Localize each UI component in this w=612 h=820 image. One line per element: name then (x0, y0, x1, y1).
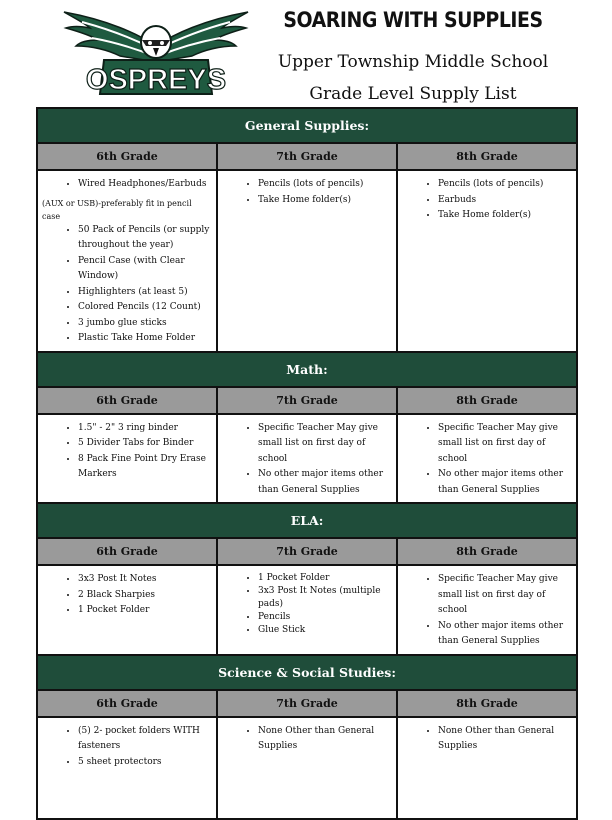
list-item: • 5 sheet protectors (78, 755, 210, 771)
section-header-math: Math: (37, 352, 577, 387)
list-item: • (5) 2- pocket folders WITH fasteners (78, 724, 210, 755)
list-item: • No other major items other than General Supplies (438, 619, 570, 650)
ospreys-logo (58, 6, 254, 102)
list-item: • None Other than General Supplies (258, 724, 390, 755)
grade-header-6th: 6th Grade (37, 538, 217, 565)
math-6th-cell (37, 414, 217, 504)
list-item: • Highlighters (at least 5) (78, 285, 210, 301)
list-item: • None Other than General Supplies (438, 724, 570, 755)
math-8th-cell (397, 414, 577, 504)
section-header-ela: ELA: (37, 503, 577, 538)
grade-header-8th: 8th Grade (397, 690, 577, 717)
ela-8th-cell (397, 565, 577, 655)
list-item: • Take Home folder(s) (438, 208, 570, 224)
list-item: • Take Home folder(s) (258, 193, 390, 209)
section-header-science-social-studies: Science & Social Studies: (37, 655, 577, 690)
list-item: • Earbuds (438, 193, 570, 209)
list-item: • Colored Pencils (12 Count) (78, 300, 210, 316)
osprey-bird-icon (64, 12, 248, 62)
ela-7th-cell (217, 565, 397, 655)
grade-header-8th: 8th Grade (397, 143, 577, 170)
grade-header-7th: 7th Grade (217, 538, 397, 565)
list-item: • Plastic Take Home Folder (78, 331, 210, 347)
school-name: Upper Township Middle School (277, 52, 549, 72)
list-item: • No other major items other than General Supplies (438, 467, 570, 498)
supply-table (36, 107, 578, 820)
science-7th-cell (217, 717, 397, 819)
list-item: • 1.5" - 2" 3 ring binder (78, 421, 210, 437)
page-title: SOARING WITH SUPPLIES (283, 8, 543, 32)
headphones-note: (AUX or USB)-preferably fit in pencil case (42, 198, 192, 221)
list-item: • 50 Pack of Pencils (or supply throughout the year) (78, 223, 210, 254)
science-8th-cell (397, 717, 577, 819)
grade-header-6th: 6th Grade (37, 690, 217, 717)
grade-header-8th: 8th Grade (397, 538, 577, 565)
grade-header-8th: 8th Grade (397, 387, 577, 414)
list-item: • 3x3 Post It Notes (multiple pads) (258, 585, 390, 611)
list-item: • 3 jumbo glue sticks (78, 316, 210, 332)
list-item: • Pencil Case (with Clear Window) (78, 254, 210, 285)
list-item: • 5 Divider Tabs for Binder (78, 436, 210, 452)
list-item: • 3x3 Post It Notes (78, 572, 210, 588)
section-header-general: General Supplies: (37, 108, 577, 143)
math-7th-cell (217, 414, 397, 504)
general-6th-cell (37, 170, 217, 352)
grade-header-6th: 6th Grade (37, 387, 217, 414)
ela-6th-cell (37, 565, 217, 655)
list-item: • 1 Pocket Folder (78, 603, 210, 619)
list-item: • Pencils (lots of pencils) (258, 177, 390, 193)
grade-header-7th: 7th Grade (217, 387, 397, 414)
grade-header-7th: 7th Grade (217, 690, 397, 717)
list-item: • Specific Teacher May give small list on first day of school (258, 421, 390, 468)
grade-header-6th: 6th Grade (37, 143, 217, 170)
list-item: • Glue Stick (258, 624, 390, 637)
list-item: • No other major items other than General Supplies (258, 467, 390, 498)
general-7th-cell (217, 170, 397, 352)
grade-header-7th: 7th Grade (217, 143, 397, 170)
list-item: • Specific Teacher May give small list on first day of school (438, 421, 570, 468)
list-item: • 1 Pocket Folder (258, 572, 390, 585)
list-item: • Specific Teacher May give small list on first day of school (438, 572, 570, 619)
logo-text: OSPREYS (85, 64, 227, 96)
list-item: • 2 Black Sharpies (78, 588, 210, 604)
list-item: • Pencils (lots of pencils) (438, 177, 570, 193)
page-subtitle: Grade Level Supply List (309, 84, 517, 104)
list-item: • 8 Pack Fine Point Dry Erase Markers (78, 452, 210, 483)
science-6th-cell (37, 717, 217, 819)
general-8th-cell (397, 170, 577, 352)
list-item: • Pencils (258, 611, 390, 624)
list-item: • Wired Headphones/Earbuds (78, 177, 210, 193)
